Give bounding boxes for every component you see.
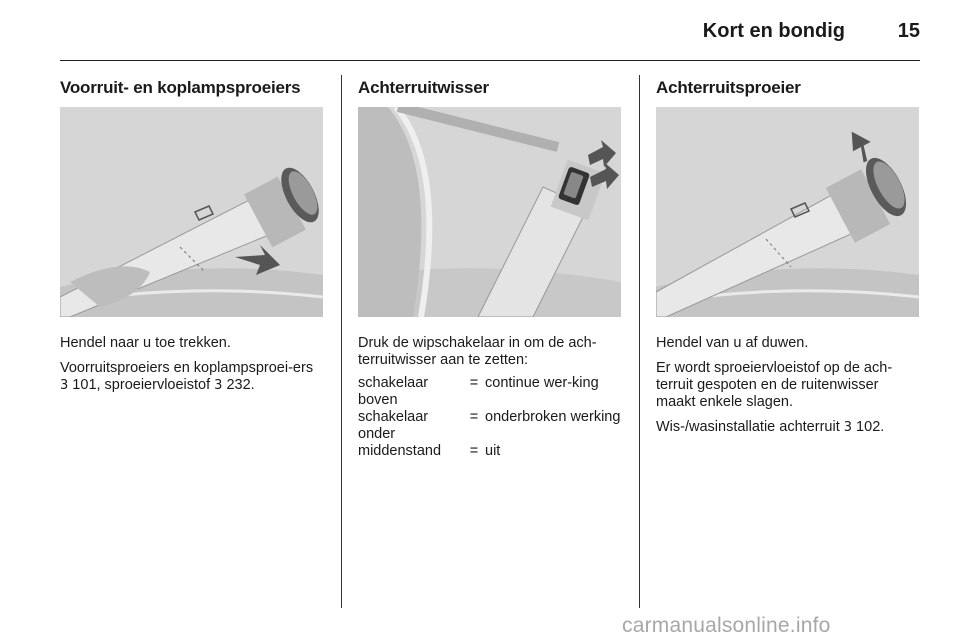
section-title: Kort en bondig [702, 20, 845, 42]
column-heading: Achterruitsproeier [656, 78, 801, 97]
option-key: middenstand [358, 443, 442, 459]
page-reference-icon: 3 [60, 378, 69, 393]
rocker-switch-press-icon [358, 107, 621, 317]
table-row [358, 409, 620, 443]
option-equals: = [469, 375, 479, 391]
stalk-pull-illustration [60, 107, 323, 317]
column-heading: Achterruitwisser [358, 78, 489, 97]
option-value: continue wer-king [485, 375, 599, 391]
option-key: schakelaar onder [358, 409, 429, 442]
column-front-washers [60, 60, 325, 608]
option-equals: = [469, 409, 479, 425]
table-row [358, 443, 620, 460]
option-equals: = [469, 443, 479, 459]
option-value: onderbroken werking [485, 409, 621, 425]
column-text [358, 335, 623, 460]
watermark: carmanualsonline.info [622, 614, 831, 637]
column-rear-washer [656, 60, 921, 608]
column-divider [341, 75, 342, 608]
page-reference-icon: 3 [843, 420, 853, 435]
wiper-options-table [358, 375, 620, 460]
stalk-push-illustration [656, 107, 919, 317]
column-divider [639, 75, 640, 608]
rocker-switch-illustration [358, 107, 621, 317]
column-heading: Voorruit- en koplampsproeiers [60, 78, 301, 97]
paragraph: Er wordt sproeiervloeistof op de ach-terruit gespoten en de ruitenwisser maakt enkele slagen. [656, 360, 893, 410]
page-header [60, 0, 920, 61]
paragraph-with-reference: Wis-/wasinstallatie achterruit 3 102. [656, 419, 885, 435]
paragraph-with-references: Voorruitsproeiers en koplampsproei-ers 3 101, sproeiervloeistof 3 232. [60, 360, 314, 393]
paragraph: Hendel van u af duwen. [656, 335, 809, 351]
option-key: schakelaar boven [358, 375, 429, 408]
table-row [358, 375, 620, 409]
column-text [60, 335, 325, 402]
stalk-push-away-icon [656, 107, 919, 317]
column-text [656, 335, 921, 444]
intro-paragraph: Druk de wipschakelaar in om de ach-terruitwisser aan te zetten: [358, 335, 597, 368]
option-value: uit [485, 443, 501, 459]
page-reference-icon: 3 [214, 378, 223, 393]
paragraph: Hendel naar u toe trekken. [60, 335, 231, 351]
column-rear-wiper [358, 60, 623, 608]
page-number: 15 [897, 20, 920, 42]
stalk-pull-toward-driver-icon [60, 107, 323, 317]
